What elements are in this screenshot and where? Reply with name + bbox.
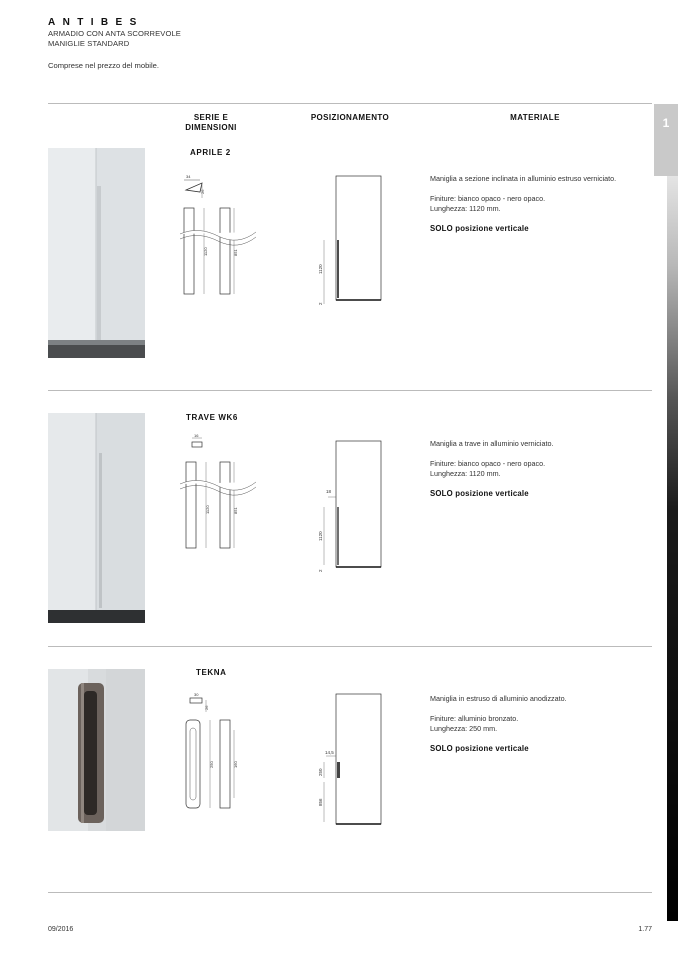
- position-drawing: [310, 690, 390, 835]
- material-description: Maniglia in estruso di alluminio anodizzato. Finiture: alluminio bronzato. Lunghezza: 250 mm. SOLO posizione verticale: [430, 694, 567, 753]
- footer-date: 09/2016: [48, 926, 74, 933]
- product-photo: [48, 148, 145, 358]
- dim-label: 16: [194, 434, 199, 438]
- dim-label: 250: [209, 761, 214, 768]
- position-drawing: [310, 435, 390, 580]
- material-description: Maniglia a trave in alluminio verniciato. Finiture: bianco opaco - nero opaco. Lunghezza: 1120 mm. SOLO posizione verticale: [430, 439, 554, 498]
- series-name: APRILE 2: [190, 148, 231, 157]
- price-note: Comprese nel prezzo del mobile.: [48, 61, 160, 70]
- dim-label: 856: [318, 798, 323, 806]
- dimension-drawing: [178, 434, 258, 559]
- dim-label: 160: [233, 761, 238, 768]
- divider: [48, 892, 652, 893]
- dim-label: 1120: [203, 247, 208, 256]
- brand-title: ANTIBES: [48, 17, 144, 28]
- product-photo: [48, 413, 145, 623]
- dimension-drawing: [178, 170, 258, 305]
- dim-label: 1120: [318, 531, 323, 541]
- dim-label: 18: [326, 489, 332, 494]
- position-drawing: [310, 170, 390, 315]
- dim-label: 1120: [318, 264, 323, 274]
- divider: [48, 646, 652, 647]
- dim-label: 851: [233, 249, 238, 256]
- dim-label: 851: [233, 507, 238, 514]
- dim-label: 26: [200, 189, 205, 194]
- chapter-number: 1: [662, 116, 670, 130]
- chapter-tab: [654, 104, 678, 176]
- dim-label: 2: [318, 302, 323, 305]
- series-name: TEKNA: [196, 668, 227, 677]
- dim-label: 30: [194, 692, 199, 697]
- dim-label: 26: [204, 705, 209, 710]
- page-number: 1.77: [638, 926, 652, 933]
- divider: [48, 103, 652, 104]
- dim-label: 1120: [205, 505, 210, 514]
- dimension-drawing: [180, 690, 250, 820]
- subtitle-product: ARMADIO CON ANTA SCORREVOLE: [48, 29, 181, 38]
- column-heading-posizionamento: POSIZIONAMENTO: [310, 113, 390, 122]
- dim-label: 2: [318, 569, 323, 572]
- divider: [48, 390, 652, 391]
- column-heading-serie: SERIE E DIMENSIONI: [185, 113, 237, 132]
- dim-label: 34: [186, 174, 191, 179]
- subtitle-section: MANIGLIE STANDARD: [48, 39, 130, 48]
- series-name: TRAVE WK6: [186, 413, 238, 422]
- product-photo: [48, 669, 145, 831]
- dim-label: 14,5: [325, 750, 334, 755]
- column-heading-materiale: MATERIALE: [510, 113, 560, 122]
- material-description: Maniglia a sezione inclinata in alluminio estruso verniciato. Finiture: bianco opaco - nero opaco. Lunghezza: 1120 mm. SOLO posizione verticale: [430, 174, 617, 233]
- dim-label: 250: [318, 768, 323, 776]
- side-gradient-bar: [667, 176, 678, 921]
